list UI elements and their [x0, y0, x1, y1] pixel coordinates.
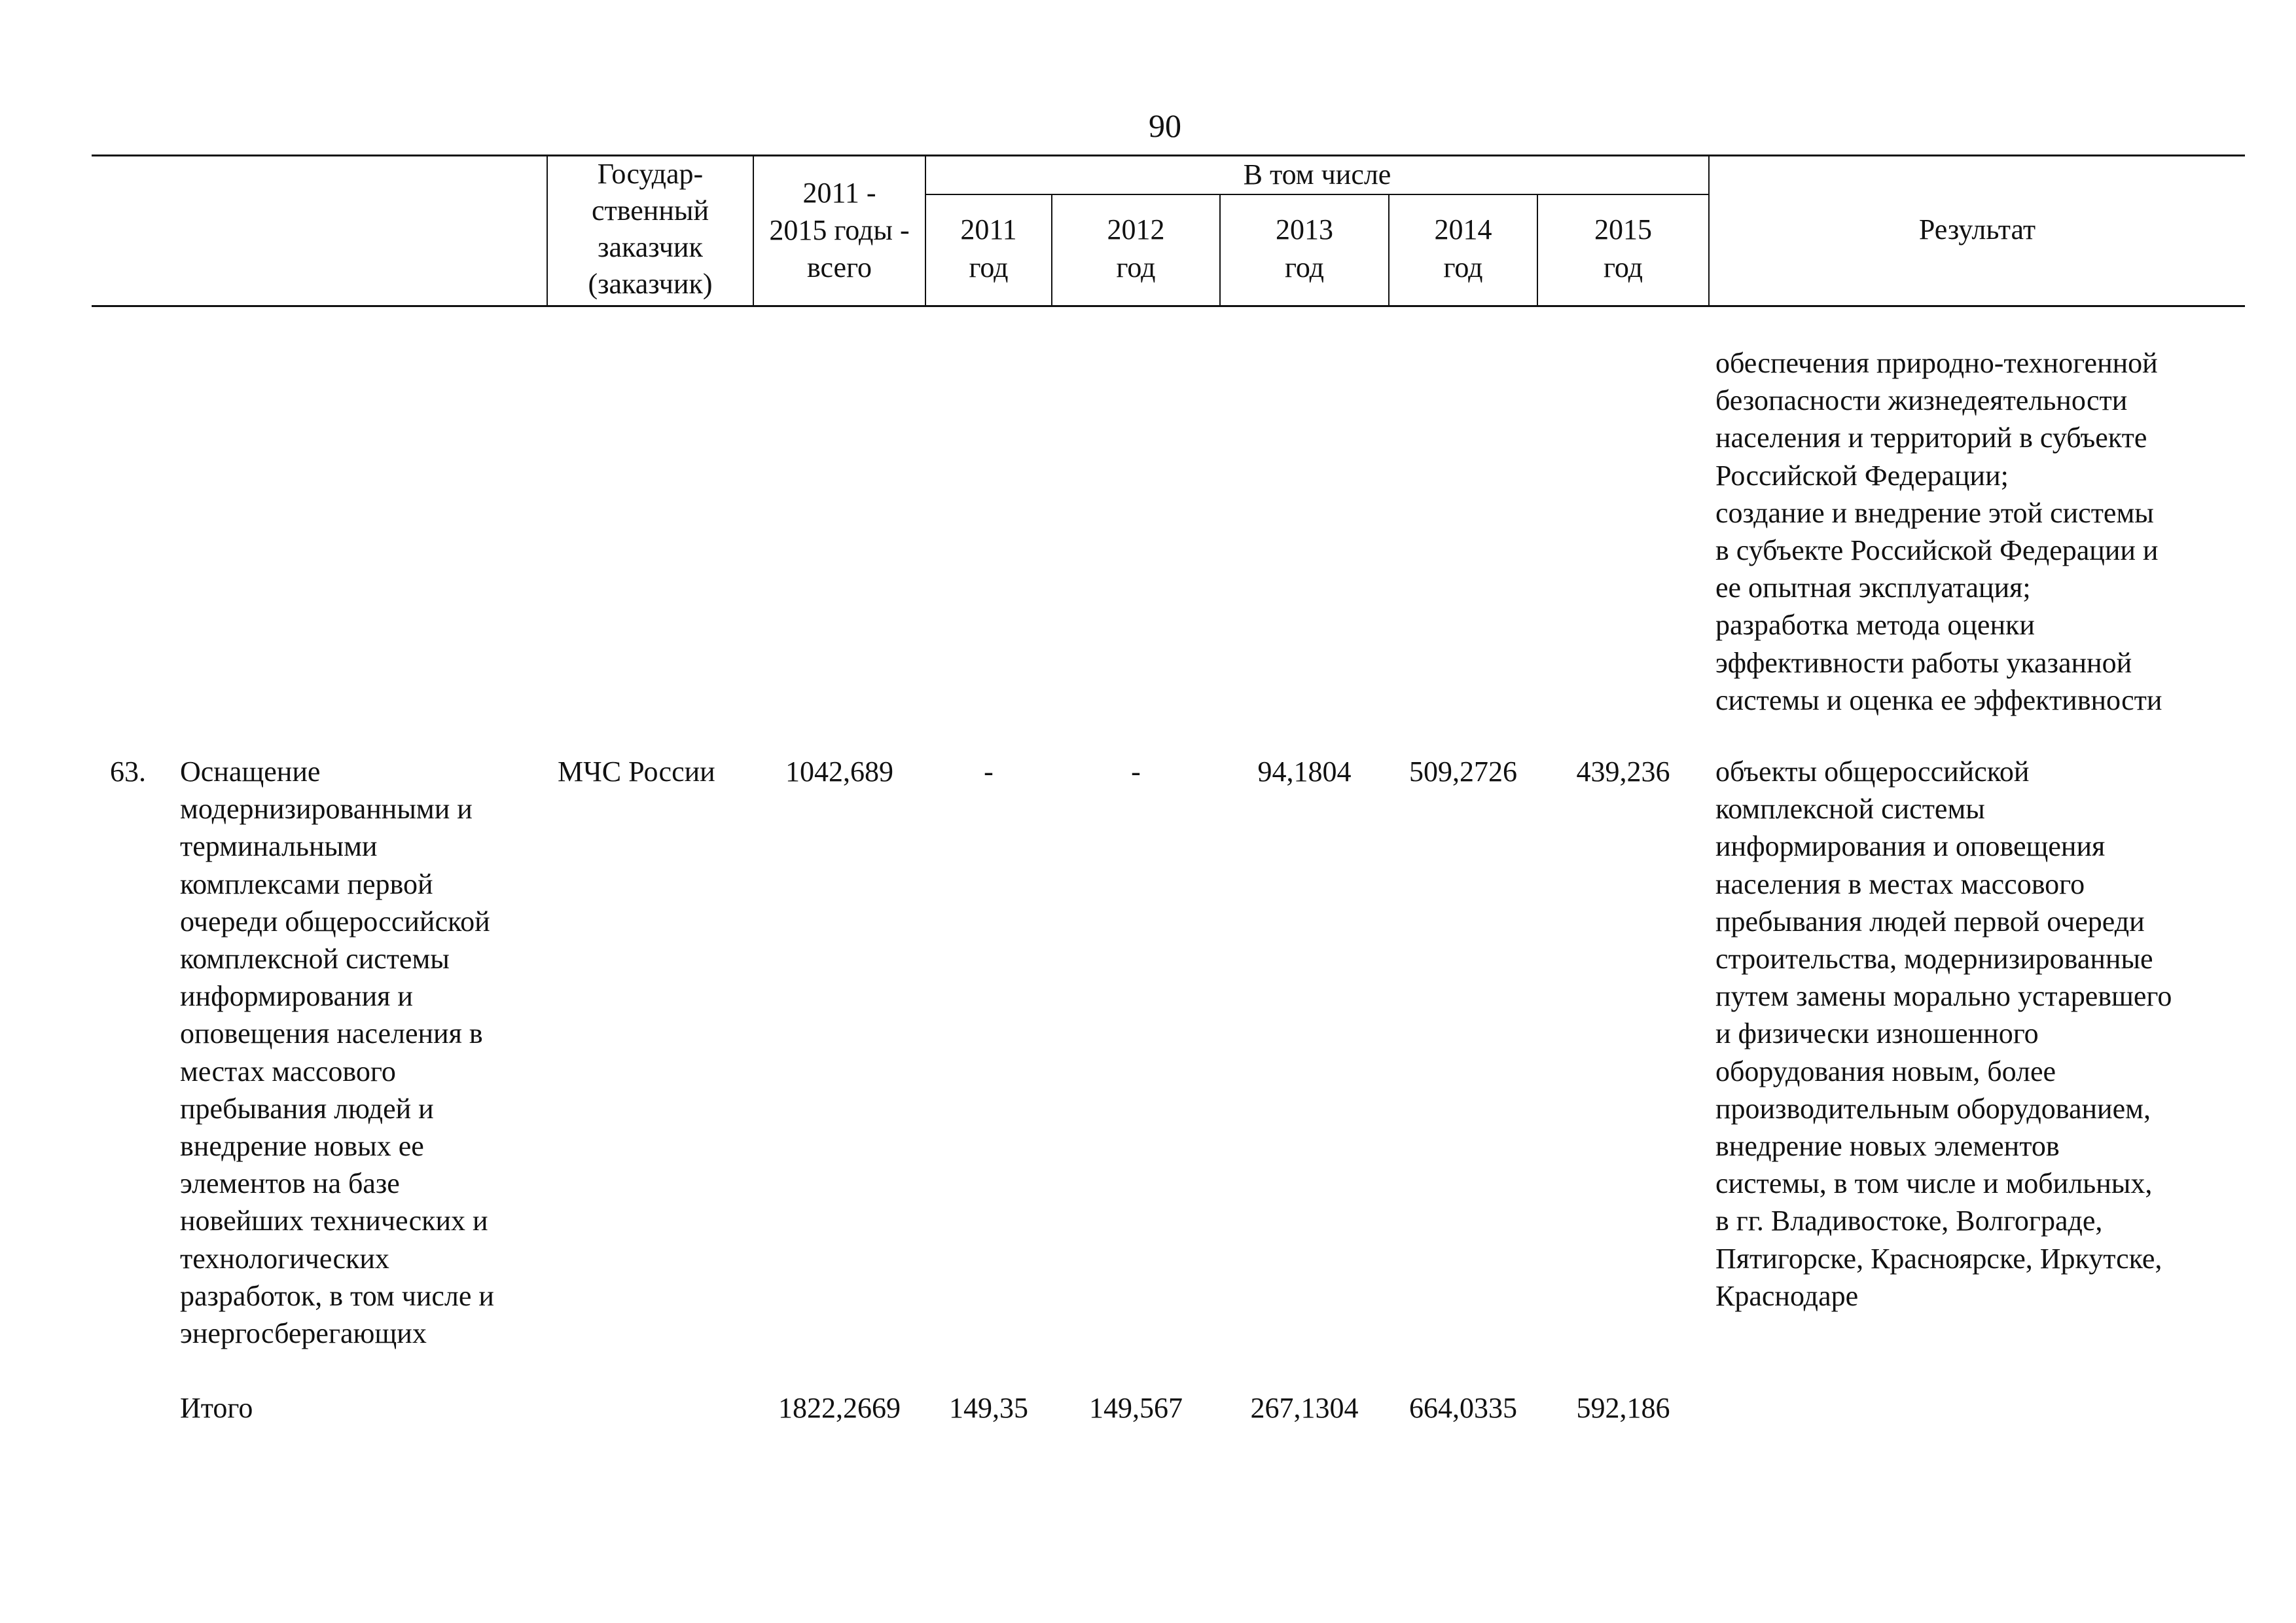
header-result: Результат [1918, 213, 2036, 246]
header-year-2015: 2015 год [1594, 213, 1652, 283]
total-2011: 149,35 [949, 1392, 1028, 1424]
total-2012: 149,567 [1089, 1392, 1183, 1424]
row-name: Оснащение модернизированными и терминальными комплексами первой очереди общероссийской комплексной системы информирования и оповещения населения в местах массового пребывания людей и внедрение новых ее элементов на базе новейших технических и технологических разработок, в том числе и энергосберегающих [180, 756, 494, 1350]
row-total: 1042,689 [785, 756, 893, 788]
row-value-2012: - [1131, 756, 1141, 788]
row-result: объекты общероссийской комплексной системы информирования и оповещения населения в местах массового пребывания людей первой очереди строительства, модернизированные путем замены морально устаревшего и физически изношенного оборудования новым, более производительным оборудованием, внедрение новых элементов системы, в том числе и мобильных, в гг. Владивостоке, Волгограде, Пятигорске, Красноярске, Иркутске, Краснодаре [1715, 756, 2172, 1312]
total-sum: 1822,2669 [778, 1392, 901, 1424]
header-including: В том числе [1243, 158, 1391, 191]
total-2014: 664,0335 [1409, 1392, 1517, 1424]
row-value-2013: 94,1804 [1257, 756, 1352, 788]
header-year-2012: 2012 год [1107, 213, 1165, 283]
header-year-2013: 2013 год [1276, 213, 1333, 283]
header-customer: Государ- ственный заказчик (заказчик) [588, 158, 713, 300]
row-value-2014: 509,2726 [1409, 756, 1517, 788]
total-2013: 267,1304 [1250, 1392, 1359, 1424]
header-subgroup-rule [925, 194, 1708, 195]
page-number: 90 [1149, 107, 1181, 144]
continued-result-text: обеспечения природно-техногенной безопасности жизнедеятельности населения и территорий в субъекте Российской Федерации; создание и внедрение этой системы в субъекте Российской Федерации и ее опытная эксплуатация; разработка метода оценки эффективности работы указанной системы и оценка ее эффективности [1715, 347, 2162, 716]
row-customer: МЧС России [558, 756, 715, 788]
header-bottom-rule [92, 305, 2245, 307]
header-year-2014: 2014 год [1434, 213, 1492, 283]
row-number: 63. [110, 756, 146, 788]
header-year-2011: 2011 год [960, 213, 1017, 283]
row-value-2011: - [984, 756, 994, 788]
row-value-2015: 439,236 [1576, 756, 1670, 788]
total-2015: 592,186 [1576, 1392, 1670, 1424]
total-label: Итого [180, 1392, 253, 1424]
header-total: 2011 - 2015 годы - всего [769, 177, 910, 283]
